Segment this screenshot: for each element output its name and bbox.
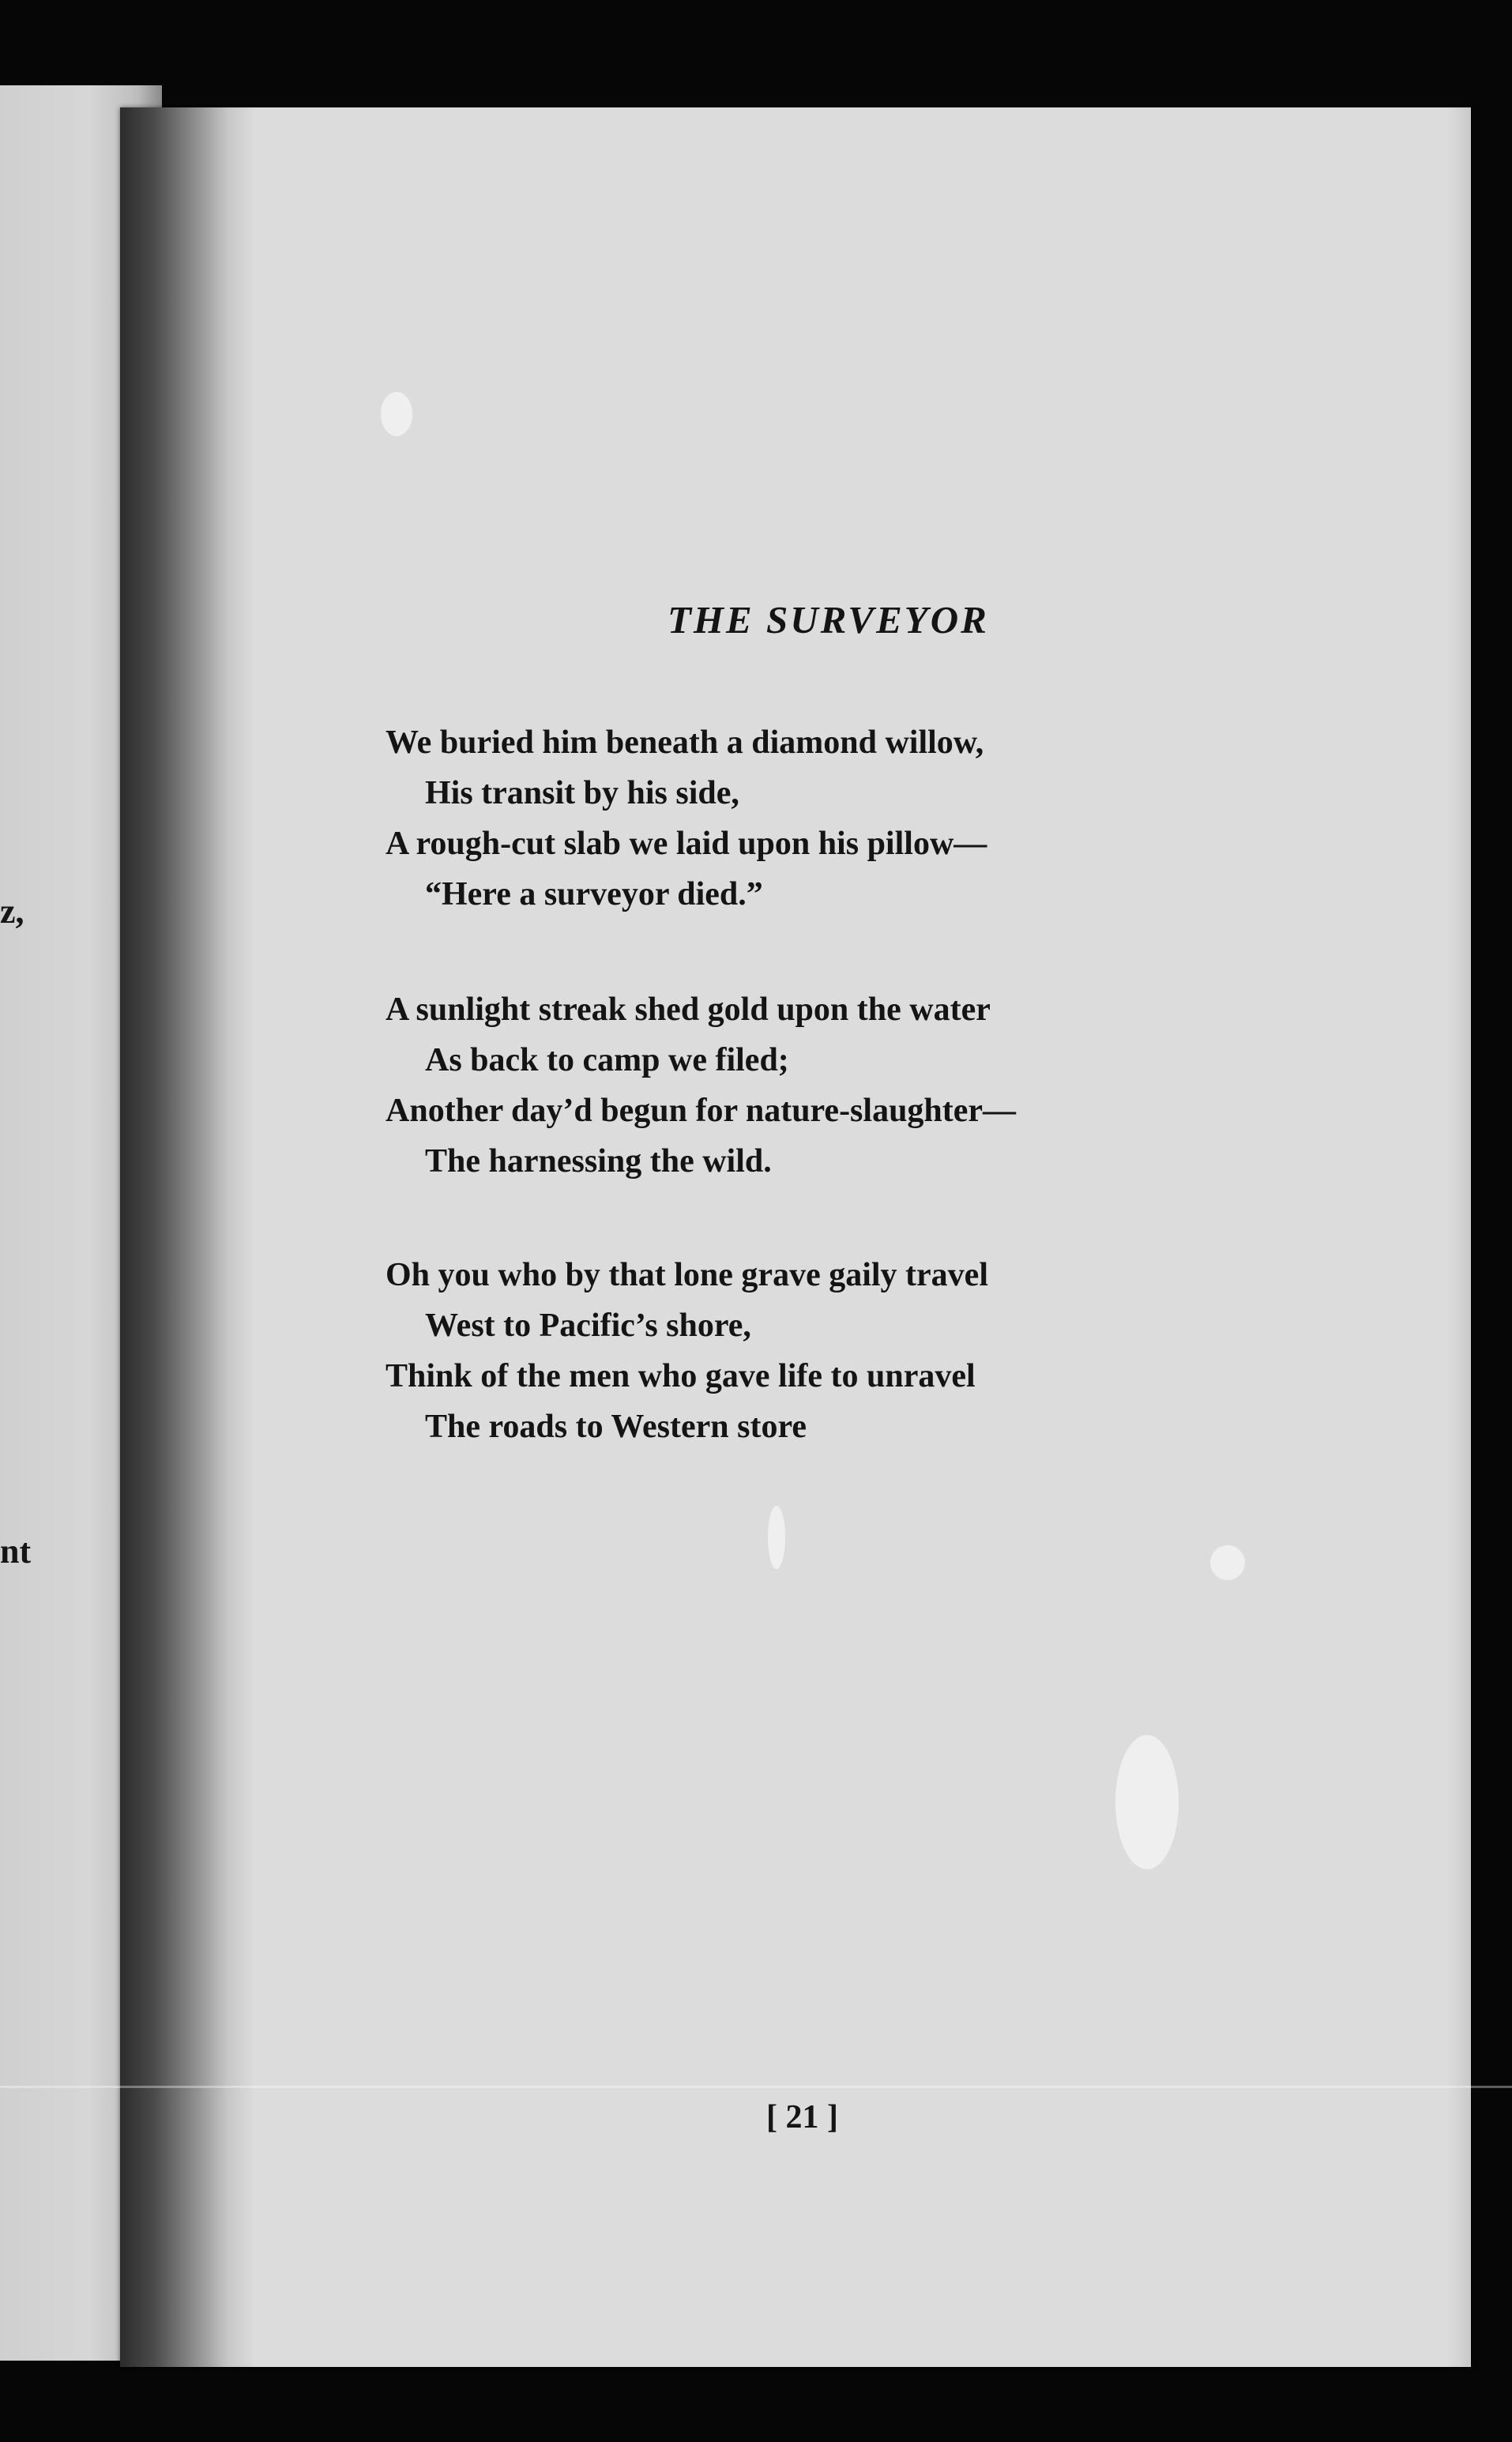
scan-artifact-line (0, 2086, 1512, 2088)
scan-speck (768, 1506, 785, 1569)
poem-line: Think of the men who gave life to unravel (386, 1358, 976, 1394)
poem-line: “Here a surveyor died.” (425, 876, 763, 912)
poem-stanza (386, 984, 1016, 1187)
scan-speck (381, 392, 412, 436)
poem-line: As back to camp we filed; (425, 1042, 789, 1078)
page-number: [ 21 ] (766, 2099, 838, 2135)
poem-line: The roads to Western store (425, 1409, 807, 1445)
poem-line: A sunlight streak shed gold upon the water (386, 991, 991, 1028)
left-page-text-fragment: z, (0, 892, 24, 931)
poem-line: The harnessing the wild. (425, 1143, 772, 1180)
book-page (120, 107, 1471, 2367)
left-page-text-fragment: nt (0, 1532, 32, 1571)
poem-line: Oh you who by that lone grave gaily travel (386, 1257, 988, 1293)
page-edge (1447, 107, 1471, 2367)
poem-stanza (386, 717, 987, 920)
scan-speck (1115, 1735, 1179, 1869)
poem-title: THE SURVEYOR (668, 598, 989, 642)
poem-line: A rough-cut slab we laid upon his pillow— (386, 826, 987, 862)
poem-line: His transit by his side, (425, 775, 739, 811)
scan-speck (1210, 1545, 1245, 1580)
poem-line: West to Pacific’s shore, (425, 1308, 751, 1344)
poem-stanza (386, 1250, 988, 1452)
poem-line: Another day’d begun for nature-slaughter— (386, 1093, 1017, 1129)
poem-line: We buried him beneath a diamond willow, (386, 724, 984, 761)
